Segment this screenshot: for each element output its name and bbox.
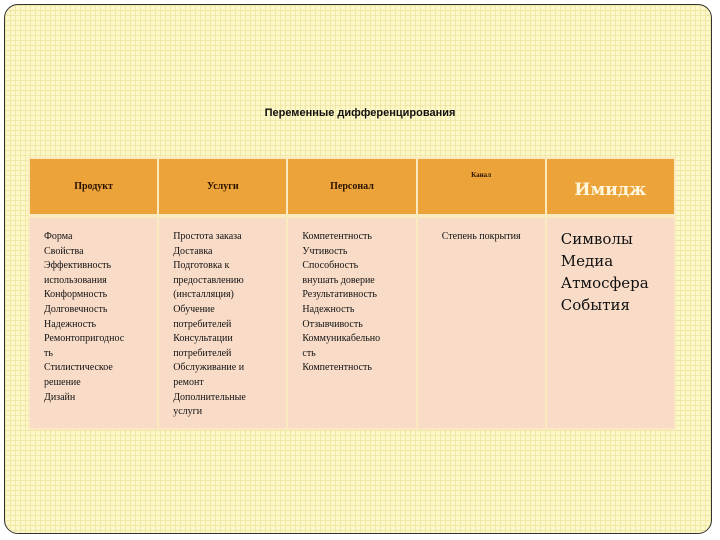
list-item: ремонт [173, 376, 204, 388]
list-item: Стилистическое [44, 362, 113, 374]
differentiation-table [28, 157, 676, 430]
header-product: Продукт [29, 158, 158, 216]
list-item: ть [44, 347, 53, 359]
list-item: Консультации [173, 333, 233, 345]
list-item: Медиа [560, 252, 614, 270]
list-item: Надежность [44, 318, 97, 330]
slide-title: Переменные дифференцирования [264, 107, 456, 119]
list-item: потребителей [173, 318, 232, 330]
header-services: Услуги [158, 158, 287, 216]
header-personnel: Персонал [287, 158, 416, 216]
header-image: Имидж [546, 158, 675, 216]
body-row [29, 216, 675, 429]
list-item: Способность [302, 260, 359, 272]
list-item: Долговечность [44, 303, 108, 315]
list-item: Свойства [44, 245, 84, 257]
list-item: Конформность [44, 289, 108, 301]
list-item: сть [302, 347, 316, 359]
list-item: Дизайн [44, 391, 76, 403]
list-item: Форма [44, 231, 73, 242]
list-item: использования [44, 274, 107, 286]
list-item: Эффективность [44, 260, 112, 272]
list-item: Ремонтопригоднос [44, 333, 125, 345]
list-item: Компетентность [302, 231, 372, 242]
header-row [29, 158, 675, 216]
list-item: Обучение [173, 303, 215, 315]
header-channel: Канал [417, 158, 546, 216]
cell-personnel [287, 216, 416, 429]
list-item: Учтивость [302, 245, 348, 257]
list-item: Дополнительные [173, 391, 246, 403]
list-item: Простота заказа [173, 231, 242, 242]
cell-image [546, 216, 675, 429]
list-item: Коммуникабельно [302, 333, 381, 345]
list-item: Подготовка к [173, 260, 230, 272]
list-item: Степень покрытия [441, 231, 521, 242]
list-item: Надежность [302, 303, 355, 315]
list-item: Атмосфера [560, 274, 649, 292]
list-item: предоставлению [173, 274, 244, 286]
list-item: решение [44, 376, 81, 388]
list-item: Отзывчивость [302, 318, 363, 330]
cell-services [158, 216, 287, 429]
list-item: Доставка [173, 245, 213, 257]
list-item: (инсталляция) [173, 289, 234, 301]
list-item: Компетентность [302, 362, 372, 374]
list-item: потребителей [173, 347, 232, 359]
list-item: внушать доверие [302, 274, 375, 286]
cell-channel [417, 216, 546, 429]
list-item: Результативность [302, 289, 377, 301]
list-item: События [560, 296, 630, 314]
list-item: Обслуживание и [173, 362, 245, 374]
list-item: услуги [173, 406, 203, 418]
cell-product [29, 216, 158, 429]
list-item: Символы [560, 230, 633, 248]
